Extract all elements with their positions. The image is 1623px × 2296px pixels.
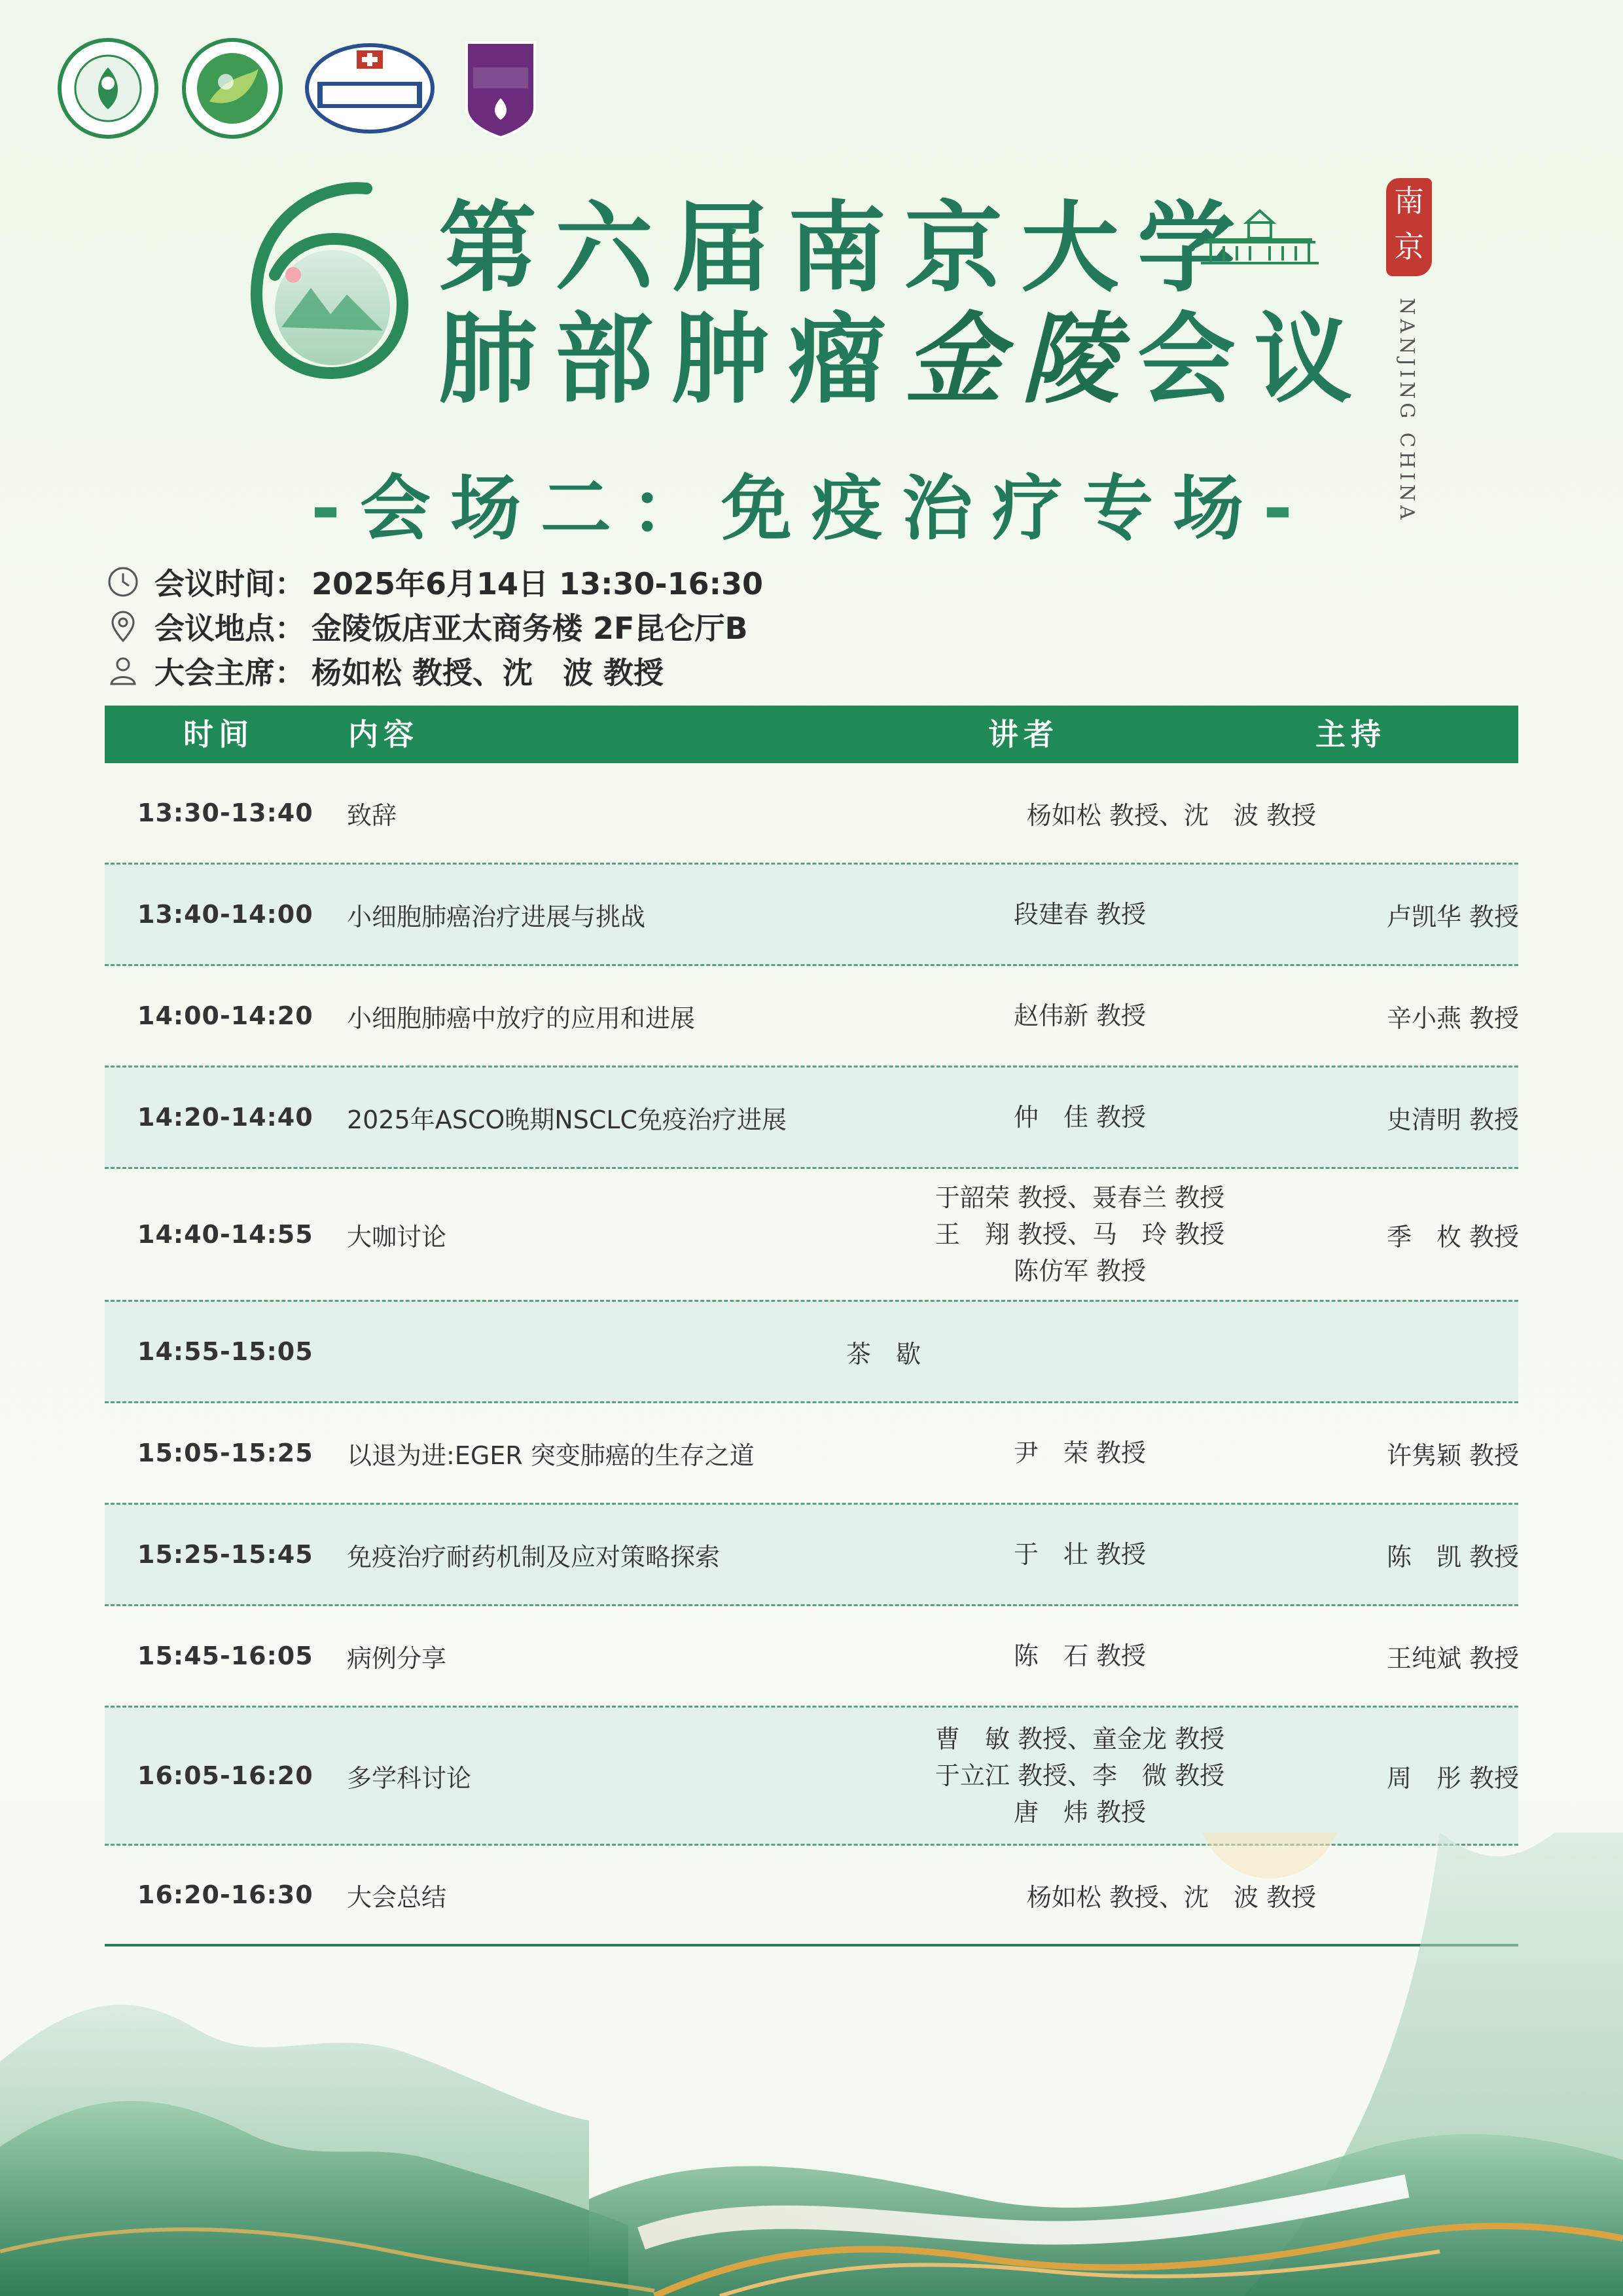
table-row <box>105 1169 1518 1302</box>
row-speakers <box>818 1606 1342 1706</box>
speaker-line: 于 壮 教授 <box>1013 1540 1147 1569</box>
row-topic: 2025年ASCO晚期NSCLC免疫治疗进展 <box>347 1105 787 1134</box>
person-icon <box>105 653 141 689</box>
nanjing-seal: 南京 <box>1386 178 1432 276</box>
tumor-center-logo <box>461 36 540 141</box>
info-time-label: 会议时间： <box>154 566 305 601</box>
row-topic: 免疫治疗耐药机制及应对策略探索 <box>347 1542 721 1571</box>
row-speakers <box>818 1169 1342 1300</box>
row-topic: 大会总结 <box>347 1882 447 1912</box>
title-line-2-calligraphy: 金陵 <box>904 302 1138 417</box>
header-time: 时间 <box>183 717 254 752</box>
session-title <box>0 452 1623 553</box>
row-time: 14:40-14:55 <box>137 1220 313 1249</box>
table-row <box>105 1505 1518 1606</box>
row-host: 卢凯华 教授 <box>1386 902 1520 931</box>
row-time: 14:55-15:05 <box>137 1337 313 1366</box>
row-time: 15:05-15:25 <box>137 1439 313 1467</box>
row-time: 15:25-15:45 <box>137 1540 313 1569</box>
immunology-society-logo <box>180 36 285 141</box>
row-time: 13:40-14:00 <box>137 900 313 929</box>
row-speaker-span: 杨如松 教授、沈 波 教授 <box>1026 800 1317 830</box>
header-speaker: 讲者 <box>988 717 1059 752</box>
speaker-line: 曹 敏 教授、童金龙 教授 <box>935 1725 1225 1753</box>
row-topic: 小细胞肺癌中放疗的应用和进展 <box>347 1003 696 1033</box>
table-row <box>105 763 1518 865</box>
info-time-value: 2025年6月14日 13:30-16:30 <box>312 566 763 601</box>
number-six-emblem <box>242 177 412 386</box>
speaker-line: 仲 佳 教授 <box>1013 1103 1147 1132</box>
subtitle-dash-right: - <box>1263 468 1312 550</box>
gulou-hospital-logo <box>304 36 435 141</box>
speaker-line: 赵伟新 教授 <box>1013 1001 1147 1030</box>
table-row <box>105 1708 1518 1846</box>
speaker-line: 段建春 教授 <box>1013 900 1147 929</box>
info-chair <box>105 649 763 693</box>
speaker-line: 尹 荣 教授 <box>1013 1439 1147 1467</box>
table-row <box>105 1067 1518 1169</box>
table-row <box>105 865 1518 966</box>
row-host: 陈 凯 教授 <box>1386 1542 1520 1571</box>
table-row <box>105 1302 1518 1403</box>
table-row <box>105 966 1518 1067</box>
row-time: 14:00-14:20 <box>137 1001 313 1030</box>
table-body <box>105 763 1518 1946</box>
row-speakers <box>818 1708 1342 1844</box>
speaker-line: 陈仿军 教授 <box>1013 1257 1147 1285</box>
row-host: 史清明 教授 <box>1386 1105 1520 1134</box>
landscape-illustration <box>0 1833 1623 2296</box>
row-topic: 大咖讨论 <box>347 1222 447 1251</box>
row-host: 周 彤 教授 <box>1386 1763 1520 1793</box>
row-topic: 致辞 <box>347 800 397 830</box>
row-host: 季 枚 教授 <box>1386 1222 1520 1251</box>
info-chair-label: 大会主席： <box>154 655 305 691</box>
row-speakers <box>818 966 1342 1066</box>
row-topic: 小细胞肺癌治疗进展与挑战 <box>347 902 646 931</box>
row-host: 许隽颖 教授 <box>1386 1441 1520 1470</box>
conference-title <box>242 164 1394 417</box>
row-time: 14:20-14:40 <box>137 1103 313 1132</box>
row-topic: 多学科讨论 <box>347 1763 472 1793</box>
row-time: 16:20-16:30 <box>137 1880 313 1909</box>
info-venue-value: 金陵饭店亚太商务楼 2F昆仑厅B <box>312 611 748 646</box>
title-line-2-c: 会议 <box>1137 302 1371 417</box>
table-row <box>105 1403 1518 1505</box>
clock-icon <box>105 564 141 600</box>
row-host: 王纯斌 教授 <box>1386 1643 1520 1673</box>
speaker-line: 于立江 教授、李 微 教授 <box>935 1761 1225 1790</box>
info-venue <box>105 604 763 649</box>
row-time: 15:45-16:05 <box>137 1641 313 1670</box>
subtitle-dash-left: - <box>311 468 360 550</box>
row-speakers <box>818 1505 1342 1604</box>
row-topic: 以退为进:EGER 突变肺癌的生存之道 <box>347 1441 755 1470</box>
header-host: 主持 <box>1315 717 1386 752</box>
row-topic: 病例分享 <box>347 1643 447 1673</box>
building-icon <box>1198 203 1322 268</box>
title-line-2-a: 肺部肿瘤 <box>438 302 905 417</box>
meeting-info <box>105 560 763 693</box>
title-line-2 <box>438 280 1370 422</box>
header-content: 内容 <box>348 717 419 752</box>
row-speakers <box>818 1067 1342 1167</box>
info-venue-label: 会议地点： <box>154 611 305 646</box>
info-chair-value: 杨如松 教授、沈 波 教授 <box>312 655 664 691</box>
speaker-line: 陈 石 教授 <box>1013 1641 1147 1670</box>
anticancer-association-logo <box>56 36 160 141</box>
schedule-table <box>105 706 1518 1946</box>
row-speakers <box>818 865 1342 964</box>
session-title-text: 会场二：免疫治疗专场 <box>359 468 1263 550</box>
row-speaker-span: 杨如松 教授、沈 波 教授 <box>1026 1882 1317 1912</box>
row-time: 16:05-16:20 <box>137 1761 313 1790</box>
table-header <box>105 706 1518 763</box>
row-host: 辛小燕 教授 <box>1386 1003 1520 1033</box>
table-row <box>105 1606 1518 1708</box>
speaker-line: 唐 炜 教授 <box>1013 1798 1147 1827</box>
location-icon <box>105 608 141 645</box>
row-speakers <box>818 1403 1342 1503</box>
city-english: NANJING CHINA <box>1395 298 1418 524</box>
row-break: 茶 歇 <box>846 1339 921 1369</box>
row-time: 13:30-13:40 <box>137 798 313 827</box>
speaker-line: 王 翔 教授、马 玲 教授 <box>935 1220 1225 1249</box>
speaker-line: 于韶荣 教授、聂春兰 教授 <box>935 1183 1225 1212</box>
info-time <box>105 560 763 604</box>
title-line-1: 第六届南京大学 <box>438 190 1255 306</box>
